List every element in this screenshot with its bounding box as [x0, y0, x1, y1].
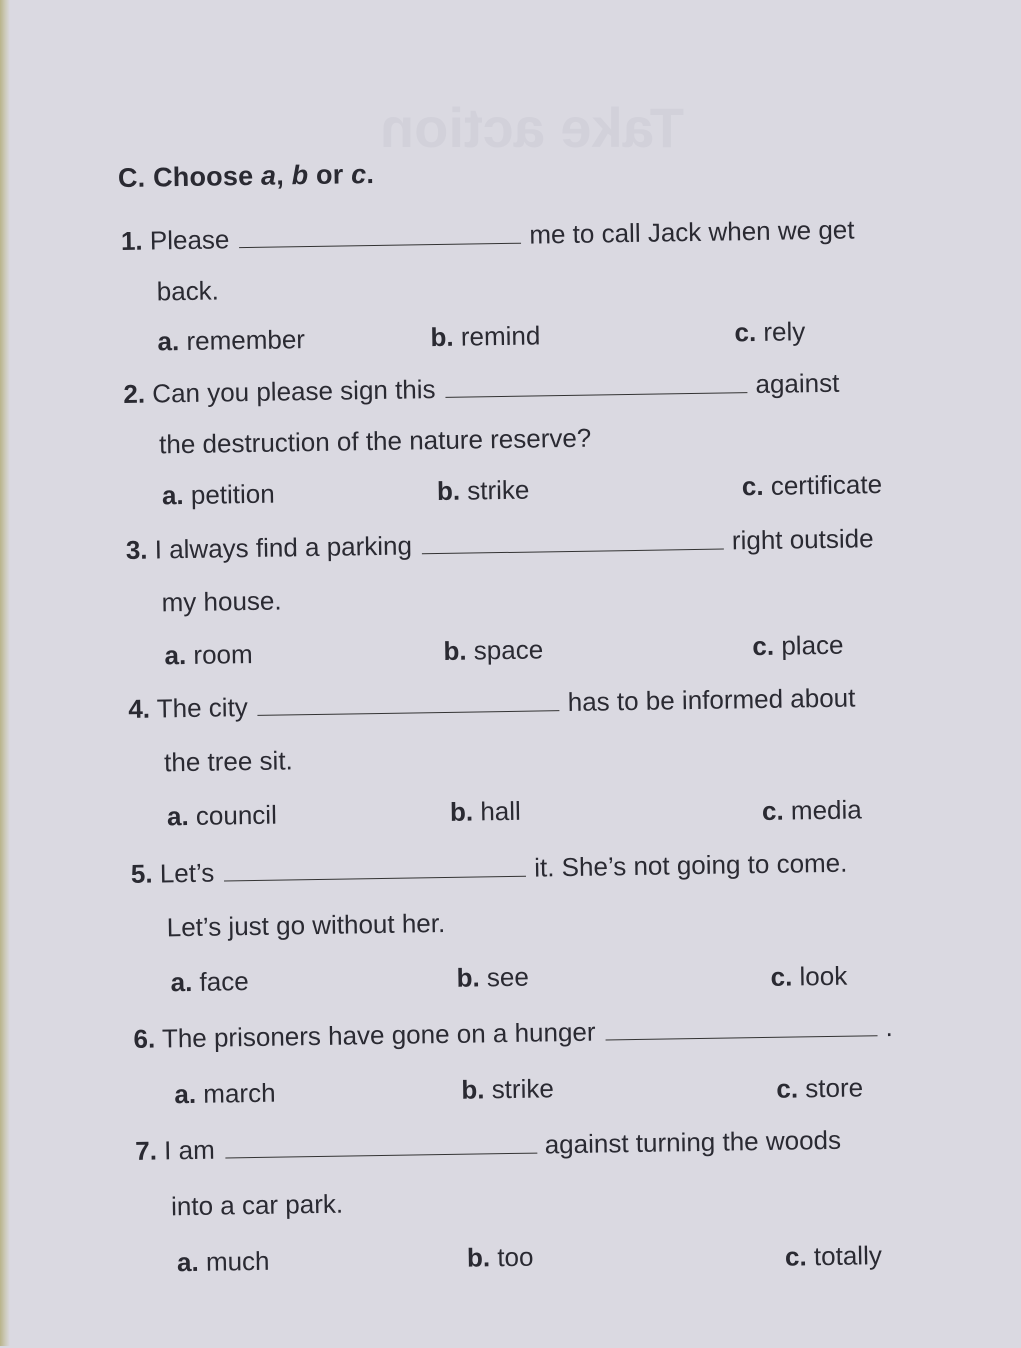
question-3-continuation: my house.	[161, 585, 282, 618]
option-3a[interactable]: a. room	[164, 638, 253, 671]
option-2c[interactable]: c. certificate	[741, 469, 883, 502]
exercise-heading: C. Choose a, b or c.	[117, 159, 375, 194]
option-5b[interactable]: b. see	[456, 961, 530, 993]
question-1-continuation: back.	[156, 275, 220, 307]
option-7b[interactable]: b. too	[466, 1241, 534, 1273]
option-5a[interactable]: a. face	[170, 966, 249, 998]
option-1b[interactable]: b. remind	[430, 320, 541, 353]
option-4b[interactable]: b. hall	[449, 795, 522, 827]
option-3b[interactable]: b. space	[443, 634, 544, 666]
answer-blank-1[interactable]	[239, 223, 521, 248]
answer-blank-3[interactable]	[422, 529, 724, 555]
option-1c[interactable]: c. rely	[734, 316, 806, 348]
question-5-continuation: Let’s just go without her.	[166, 907, 446, 943]
question-2: 2. Can you please sign this against	[123, 367, 840, 409]
question-1: 1. Please me to call Jack when we get	[120, 214, 855, 256]
answer-blank-6[interactable]	[605, 1015, 877, 1040]
question-7: 7. I am against turning the woods	[135, 1124, 842, 1166]
option-6a[interactable]: a. march	[174, 1077, 276, 1110]
question-5: 5. Let’s it. She’s not going to come.	[130, 847, 848, 889]
question-6: 6. The prisoners have gone on a hunger .	[133, 1011, 893, 1054]
answer-blank-2[interactable]	[445, 372, 747, 398]
option-5c[interactable]: c. look	[770, 960, 848, 992]
question-4-continuation: the tree sit.	[163, 745, 293, 778]
answer-blank-5[interactable]	[224, 856, 526, 882]
option-1a[interactable]: a. remember	[157, 324, 306, 357]
question-7-continuation: into a car park.	[170, 1188, 344, 1222]
option-3c[interactable]: c. place	[752, 629, 844, 662]
option-7a[interactable]: a. much	[176, 1245, 270, 1278]
option-4c[interactable]: c. media	[761, 794, 862, 826]
question-4: 4. The city has to be informed about	[128, 682, 856, 724]
option-6b[interactable]: b. strike	[461, 1073, 555, 1105]
question-2-continuation: the destruction of the nature reserve?	[158, 422, 592, 460]
question-3: 3. I always find a parking right outside	[125, 523, 874, 565]
option-2a[interactable]: a. petition	[161, 478, 275, 511]
option-7c[interactable]: c. totally	[784, 1240, 883, 1272]
option-2b[interactable]: b. strike	[436, 474, 530, 507]
answer-blank-4[interactable]	[258, 690, 560, 716]
option-4a[interactable]: a. council	[166, 799, 278, 832]
option-6c[interactable]: c. store	[776, 1072, 864, 1104]
show-through-text: Take action	[380, 96, 684, 159]
answer-blank-7[interactable]	[225, 1133, 537, 1159]
